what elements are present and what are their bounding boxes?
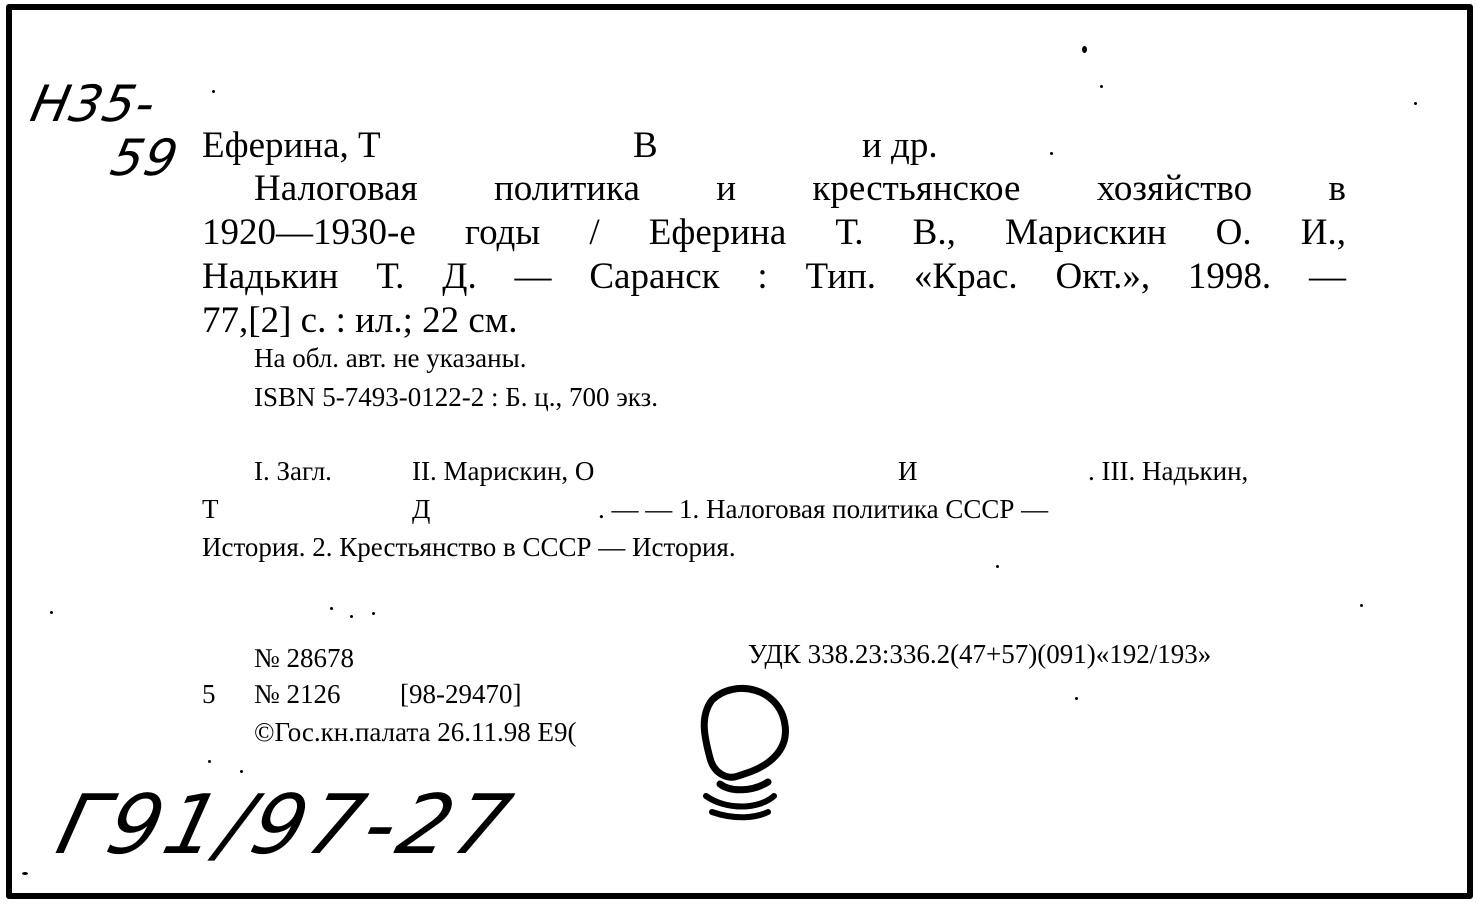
description-line-4: 77,[2] с. : ил.; 22 см. — [202, 300, 518, 341]
handdrawn-loop-mark — [690, 680, 800, 830]
scan-speck — [1075, 697, 1078, 700]
tracing-subject-2: История. 2. Крестьянство в СССР — История. — [202, 532, 736, 562]
note-cover: На обл. авт. не указаны. — [254, 343, 527, 373]
scan-speck — [1414, 102, 1417, 105]
note-isbn: ISBN 5-7493-0122-2 : Б. ц., 700 экз. — [254, 382, 658, 412]
scan-speck — [350, 615, 353, 618]
scan-speck — [22, 872, 28, 875]
scan-speck — [1100, 85, 1103, 88]
tracing-title: I. Загл. — [254, 456, 332, 486]
tracing-subject-1: . — — 1. Налоговая политика СССР — — [598, 494, 1049, 524]
card-number-prefix: 5 — [202, 679, 216, 709]
scan-speck — [212, 90, 215, 93]
scan-speck — [372, 612, 375, 615]
handwritten-code: Г91/97-27 — [48, 778, 524, 873]
handwritten-shelfmark-line2: 59 — [105, 129, 184, 187]
tracing-nadkin: . III. Надькин, — [1088, 456, 1249, 486]
scan-speck — [1082, 46, 1087, 53]
copyright-line: ©Гос.кн.палата 26.11.98 Е9( — [254, 717, 577, 747]
scan-speck — [240, 770, 243, 773]
description-line-3: Надькин Т. Д. — Саранск : Тип. «Крас. Окт.», 1998. — — [202, 256, 1346, 297]
udc-code: УДК 338.23:336.2(47+57)(091)«192/193» — [748, 639, 1212, 669]
tracing-mariskin-initial: И — [898, 456, 918, 486]
scan-speck — [1360, 604, 1363, 607]
heading-initial: В — [633, 125, 658, 166]
scan-speck — [50, 611, 53, 614]
tracing-mariskin: II. Марискин, О — [412, 456, 595, 486]
description-line-2: 1920—1930-е годы / Еферина Т. В., Марискин О. И., — [202, 212, 1346, 253]
heading-et-al: и др. — [862, 125, 938, 166]
tracing-nadkin-initial-d: Д — [412, 494, 431, 524]
scan-speck — [996, 565, 999, 568]
order-code: [98-29470] — [400, 679, 522, 709]
scan-speck — [330, 607, 333, 610]
description-line-1: Налоговая политика и крестьянское хозяйство в — [254, 168, 1346, 209]
tracing-nadkin-initial-t: Т — [202, 494, 219, 524]
scan-speck — [1050, 152, 1053, 155]
card-number: № 2126 — [254, 679, 341, 709]
record-number: № 28678 — [254, 643, 355, 673]
scan-speck — [208, 760, 211, 763]
handwritten-shelfmark-line1: Н35- — [25, 75, 162, 133]
heading-author: Еферина, Т — [202, 125, 381, 166]
